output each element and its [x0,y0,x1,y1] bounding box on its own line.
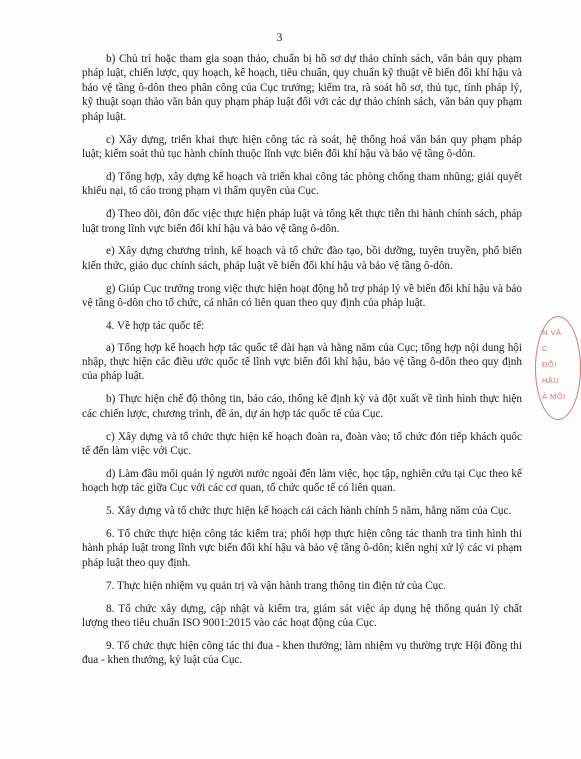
paragraph: c) Xây dựng, triển khai thực hiện công tác rà soát, hệ thống hoá văn bản quy phạm pháp luật; kiểm soát thủ tục hành chính thuộc lĩnh vực biến đổi khí hậu và bảo vệ tầng ô-dôn. [82,133,522,160]
paragraph: c) Xây dựng và tổ chức thực hiện kế hoạch đoàn ra, đoàn vào; tổ chức đón tiếp khách quốc tế đến làm việc với Cục. [82,430,522,457]
paragraph: 7. Thực hiện nhiệm vụ quản trị và vận hành trang thông tin điện tử của Cục. [106,579,447,592]
paragraph: 8. Tổ chức xây dựng, cập nhật và kiểm tra, giám sát việc áp dụng hệ thống quản lý chất lượng theo tiêu chuẩn ISO 9001:2015 vào các hoạt động của Cục. [82,602,522,630]
paragraph: b) Chủ trì hoặc tham gia soạn thảo, chuẩn bị hồ sơ dự thảo chính sách, văn bản quy phạm pháp luật, chiến lược, quy hoạch, kế hoạch, tiêu chuẩn, quy chuẩn kỹ thuật về biến đổi khí hậu và bảo vệ tầng ô-dôn theo phân công của Cục trưởng; kiểm tra, rà soát hồ sơ, thủ tục, tính pháp lý, kỹ thuật soạn thảo văn bản quy phạm pháp luật đối với các dự thảo chính sách, văn bản quy phạm pháp luật. [82,53,522,123]
seal-text: C [542,344,548,353]
seal-text: N VÀ [542,328,562,337]
paragraph: 9. Tổ chức thực hiện công tác thi đua - khen thưởng; làm nhiệm vụ thường trực Hội đồng thi đua - khen thưởng, kỷ luật của Cục. [82,640,522,667]
document-body [82,52,522,676]
seal-text: HẬU [542,376,560,385]
paragraph: đ) Theo dõi, đôn đốc việc thực hiện pháp luật và tổng kết thực tiễn thi hành chính sách, pháp luật trong lĩnh vực biến đổi khí hậu và bảo vệ tầng ô-dôn. [82,208,522,235]
page-number: 3 [276,32,283,44]
paragraph: d) Tổng hợp, xây dựng kế hoạch và triển khai công tác phòng chống tham nhũng; giải quyết khiếu nại, tố cáo trong phạm vi thẩm quyền của Cục. [82,170,522,198]
paragraph: b) Thực hiện chế độ thông tin, báo cáo, thống kê định kỳ và đột xuất về tình hình thực hiện các chiến lược, chương trình, đề án, dự án hợp tác quốc tế của Cục. [82,393,522,420]
paragraph: e) Xây dựng chương trình, kế hoạch và tổ chức đào tạo, bồi dưỡng, tuyên truyền, phổ biến kiến thức, giáo dục chính sách, pháp luật về biến đổi khí hậu và bảo vệ tầng ô-dôn. [82,245,522,272]
paragraph: a) Tổng hợp kế hoạch hợp tác quốc tế dài hạn và hằng năm của Cục; tổng hợp nội dung hội nhập, thực hiện các điều ước quốc tế lĩnh vực biến đổi khí hậu, bảo vệ tầng ô-dôn theo quy định của pháp luật. [82,341,522,383]
seal-text: Â MÔI [542,392,566,401]
section-heading: 4. Về hợp tác quốc tế: [106,320,205,333]
paragraph: 6. Tổ chức thực hiện công tác kiểm tra; phối hợp thực hiện công tác thanh tra tình hình thi hành pháp luật trong lĩnh vực biến đổi khí hậu và bảo vệ tầng ô-dôn; kiến nghị xử lý các vi phạm pháp luật theo quy định. [82,528,522,569]
paragraph: d) Làm đầu mối quản lý người nước ngoài đến làm việc, học tập, nghiên cứu tại Cục theo kế hoạch hợp tác giữa Cục với các cơ quan, tổ chức quốc tế có liên quan. [82,467,522,495]
official-seal [535,316,581,420]
paragraph: g) Giúp Cục trưởng trong việc thực hiện hoạt động hỗ trợ pháp lý về biến đổi khí hậu và bảo vệ tầng ô-dôn cho tổ chức, cá nhân có liên quan theo quy định của pháp luật. [82,282,522,310]
paragraph: 5. Xây dựng và tổ chức thực hiện kế hoạch cải cách hành chính 5 năm, hằng năm của Cục. [106,505,512,518]
seal-text: ĐỔI [542,360,557,369]
